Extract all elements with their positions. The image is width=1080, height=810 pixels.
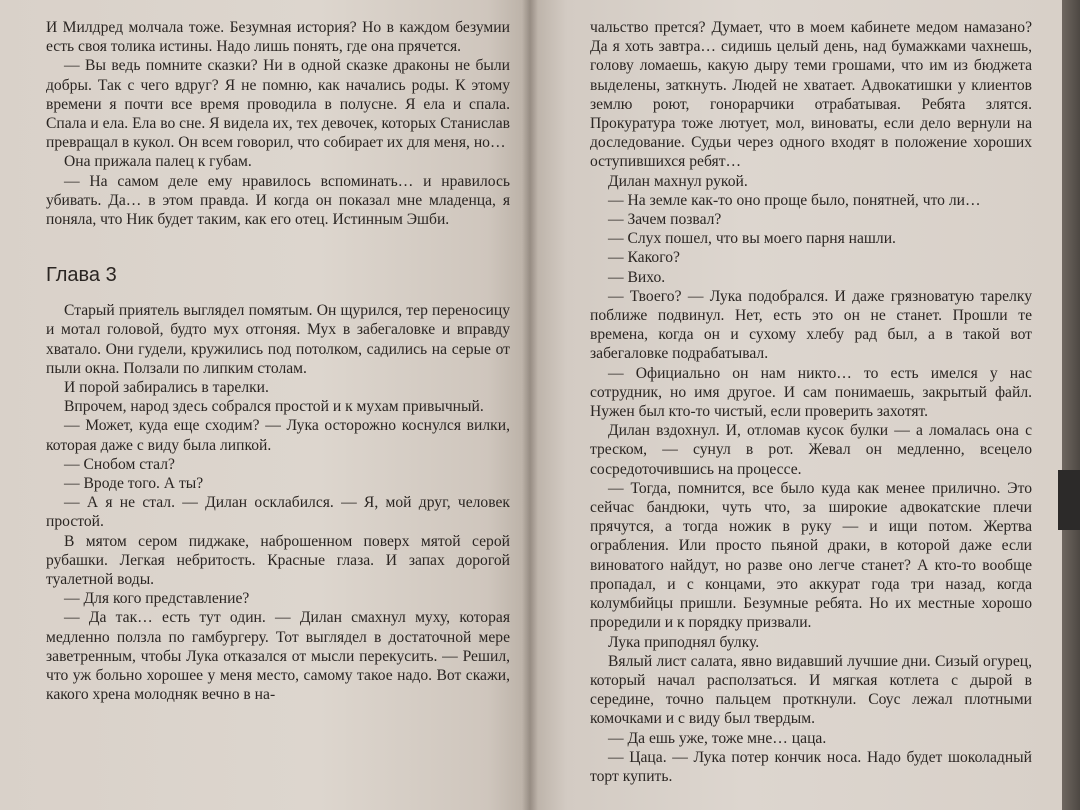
paragraph: — Слух пошел, что вы моего парня нашли. — [608, 230, 896, 248]
page-edge — [1062, 0, 1080, 810]
paragraph: — Тогда, помнится, все было куда как менее прилично. Это сейчас бандюки, чуть что, за широкие адвокатские плечи прячутся, а тогда ножик в руку — и ищи потом. Жертва ограбления. Или просто пьяной драки, в которой даже если виноватого найдут, но разве оно легче станет? А кто-то вообще пропадал, и с концами, это аккурат года три назад, когда колумбийцы пришли. Безумные ребята. Но их местные хорошо проредили и к порядку призвали. — [590, 479, 1032, 632]
paragraph: — Да ешь уже, тоже мне… цаца. — [608, 729, 827, 747]
paragraph: — На самом деле ему нравилось вспоминать… и нравилось убивать. Да… в этом правда. И когда он показал мне младенца, я поняла, что Ник будет таким, как его отец. Истинным Эшби. — [46, 172, 510, 229]
paragraph: чальство прется? Думает, что в моем кабинете медом намазано? Да я хоть завтра… сидишь целый день, над бумажками чахнешь, голову ломаешь, какую дыру теми грошами, что им из бюджета выделены, заткнуть. Людей не хватает. Адвокатишки у клиентов землю роют, гонорарчики отрабатывая. Ребята злятся. Прокуратура тоже лютует, мол, виноваты, если дело вернули на доследование. Судьи через одного входят в положение хороших оступившихся ребят… — [590, 19, 1032, 171]
left-page — [0, 0, 530, 810]
paragraph: — Официально он нам никто… то есть имелся у нас сотрудник, но имя другое. И сам понимаешь, закрытый файл. Нужен был кто-то чистый, если проверить захотят. — [590, 364, 1032, 421]
chapter-title: Глава 3 — [46, 264, 117, 287]
paragraph: — Вроде того. А ты? — [64, 475, 204, 493]
paragraph: — Твоего? — Лука подобрался. И даже грязноватую тарелку поближе подвинул. Нет, есть это он не станет. Прошли те времена, когда он и сухому хлебу рад был, а в такой вот забегаловке подрабатывал. — [590, 287, 1032, 363]
paragraph: И порой забирались в тарелки. — [64, 379, 269, 397]
paragraph: В мятом сером пиджаке, наброшенном поверх мятой серой рубашки. Легкая небритость. Красные глаза. И запах дорогой туалетной воды. — [46, 532, 510, 589]
paragraph: Лука приподнял булку. — [608, 633, 760, 651]
paragraph: — Зачем позвал? — [608, 211, 722, 229]
paragraph: Она прижала палец к губам. — [64, 153, 252, 171]
left-page-text-before — [46, 18, 510, 229]
paragraph: — Вы ведь помните сказки? Ни в одной сказке драконы не были добры. Так с чего вдруг? Я не помню, как начались роды. К этому времени я почти все время проводила в полусне. Я ела и спала. Спала и ела. Ела во сне. Я видела их, тех девочек, которых Станислав превращал в кукол. Он всем говорил, что собирает их для меня, но… — [46, 57, 510, 152]
right-page — [530, 0, 1062, 810]
paragraph: Впрочем, народ здесь собрался простой и к мухам привычный. — [64, 398, 484, 416]
right-page-text — [590, 18, 1032, 786]
book-gutter — [522, 0, 538, 810]
paragraph: — Какого? — [608, 249, 680, 267]
paragraph: Вялый лист салата, явно видавший лучшие дни. Сизый огурец, который начал расползаться. И мягкая котлета с дырой в середине, точно пальцем проткнули. Соус лежал плотными комочками и с виду был твердым. — [590, 652, 1032, 728]
paragraph: — На земле как-то оно проще было, понятней, что ли… — [608, 191, 981, 209]
paragraph: Дилан махнул рукой. — [608, 172, 748, 190]
paragraph: И Милдред молчала тоже. Безумная история? Но в каждом безумии есть своя толика истины. Надо лишь понять, где она прячется. — [46, 19, 510, 56]
bookmark-tab — [1058, 470, 1080, 530]
paragraph: — Для кого представление? — [64, 590, 250, 608]
paragraph: — А я не стал. — Дилан осклабился. — Я, мой друг, человек простой. — [46, 494, 510, 531]
paragraph: Старый приятель выглядел помятым. Он щурился, тер переносицу и мотал головой, будто мух отгоняя. Мух в забегаловке и вправду хватало. Они гудели, кружились под потолком, садились на серые от пыли окна. Ползали по липким столам. — [46, 302, 510, 377]
paragraph: — Вихо. — [608, 268, 666, 286]
paragraph: — Может, куда еще сходим? — Лука осторожно коснулся вилки, которая даже с виду была липкой. — [46, 417, 510, 454]
paragraph: — Снобом стал? — [64, 455, 175, 473]
paragraph: Дилан вздохнул. И, отломав кусок булки — а ломалась она с треском, — сунул в рот. Жевал он медленно, всецело сосредоточившись на процессе. — [590, 422, 1032, 478]
paragraph: — Да так… есть тут один. — Дилан смахнул муху, которая медленно ползла по гамбургеру. Тот выглядел в достаточной мере заветренным, чтобы Лука отказался от мысли перекусить. — Решил, что уж больно хорошее у меня место, самому такое надо. Вот скажи, какого хрена молодняк вечно в на- — [46, 609, 510, 704]
left-page-text-after — [46, 301, 510, 704]
paragraph: — Цаца. — Лука потер кончик носа. Надо будет шоколадный торт купить. — [590, 748, 1032, 785]
